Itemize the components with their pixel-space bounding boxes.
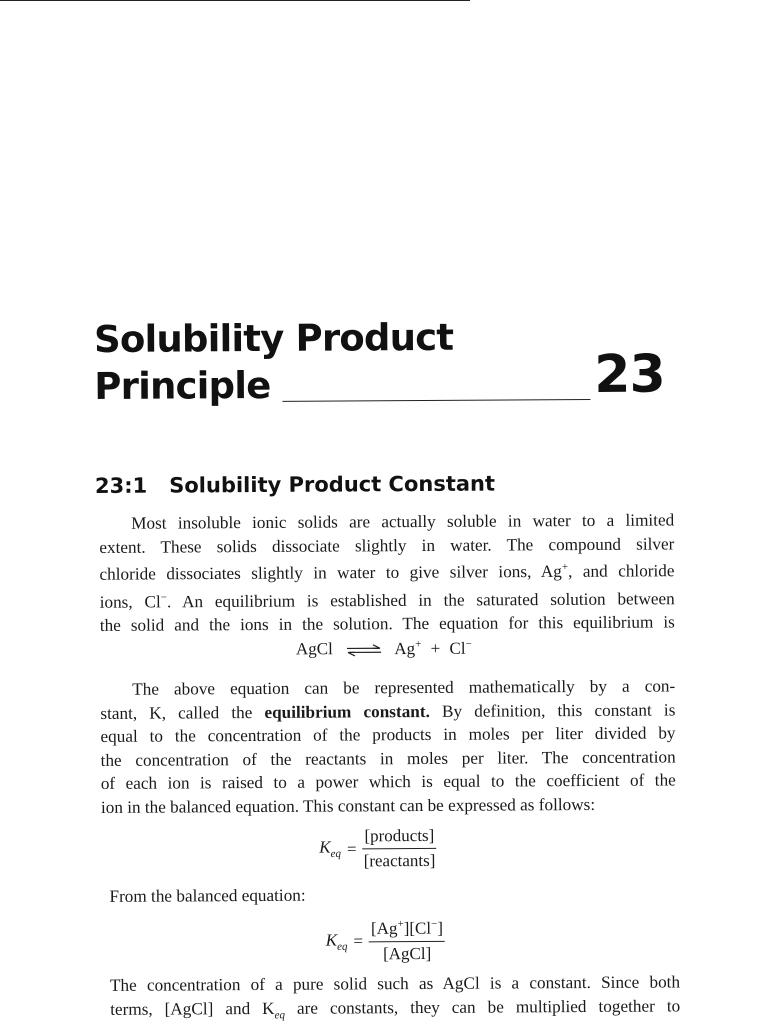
paragraph-line: The above equation can be represented mathematically by a con- <box>100 674 675 701</box>
chapter-title-line-2: Principle <box>94 359 674 410</box>
book-page <box>92 0 678 1024</box>
section-number: 23:1 <box>95 474 147 498</box>
keq-fraction <box>362 826 436 871</box>
fraction-denominator: [AgCl] <box>383 942 431 964</box>
chapter-number: 23 <box>594 345 665 405</box>
section-heading <box>95 472 495 498</box>
term-equilibrium-constant: equilibrium constant. <box>264 702 430 722</box>
paragraph-line: stant, K, called the equilibrium constant. By definition, this constant is <box>100 698 675 725</box>
paragraph-line: of each ion is raised to a power which is equal to the coefficient of the <box>101 769 676 796</box>
equation-product-silver: Ag+ <box>394 639 421 658</box>
section-title: Solubility Product Constant <box>169 472 495 498</box>
equation-plus: + <box>431 639 441 658</box>
equation-reactant: AgCl <box>296 639 333 658</box>
paragraph-line: chloride dissociates slightly in water to give silver ions, Ag+, and chloride <box>99 556 674 587</box>
paragraph-line: ion in the balanced equation. This constant can be expressed as follows: <box>101 792 676 819</box>
fraction-denominator: [reactants] <box>364 849 436 871</box>
paragraph-line: The concentration of a pure solid such as AgCl is a constant. Since both <box>110 970 680 997</box>
keq-symbol: $K_{eq}$ <box>326 930 348 953</box>
paragraph-line: the concentration of the reactants in moles per liter. The concentration <box>101 745 676 772</box>
keq-agcl-fraction <box>369 918 445 964</box>
paragraph-line: equal to the concentration of the products in moles per liter divided by <box>100 722 675 749</box>
equilibrium-arrow-icon <box>345 644 383 656</box>
chapter-title-line-1: Solubility Product <box>94 312 674 363</box>
paragraph-3 <box>110 970 680 1028</box>
from-balanced-text: From the balanced equation: <box>109 886 305 907</box>
keq-general-equation: $K_{eq}$ = $\frac{\text{[products]}}{\text{[reactants]}}$ <box>319 826 436 872</box>
paragraph-line: ions, Cl−. An equilibrium is established in the saturated solution between <box>100 583 675 614</box>
chapter-title <box>94 312 675 410</box>
fraction-numerator: [Ag+][Cl−] <box>369 918 445 942</box>
paragraph-line: the solid and the ions in the solution. The equation for this equilibrium is <box>100 610 675 637</box>
equation-product-chloride: Cl− <box>449 638 471 657</box>
paragraph-line: Most insoluble ionic solids are actually soluble in water to a limited <box>99 508 674 535</box>
dissociation-equation <box>296 638 472 660</box>
fraction-numerator: [products] <box>362 826 436 849</box>
keq-symbol: $K_{eq}$ <box>319 838 341 861</box>
paragraph-line: terms, [AgCl] and $K_{eq}$ are constants, they can be multiplied together to <box>110 994 680 1028</box>
keq-agcl-equation: $K_{eq}$ = $\frac{[Ag^+][Cl^-]}{\text{[AgCl]}}$ <box>326 918 446 964</box>
paragraph-2 <box>100 674 676 819</box>
paragraph-line: extent. These solids dissociate slightly in water. The compound silver <box>99 532 674 559</box>
paragraph-1 <box>99 508 675 637</box>
